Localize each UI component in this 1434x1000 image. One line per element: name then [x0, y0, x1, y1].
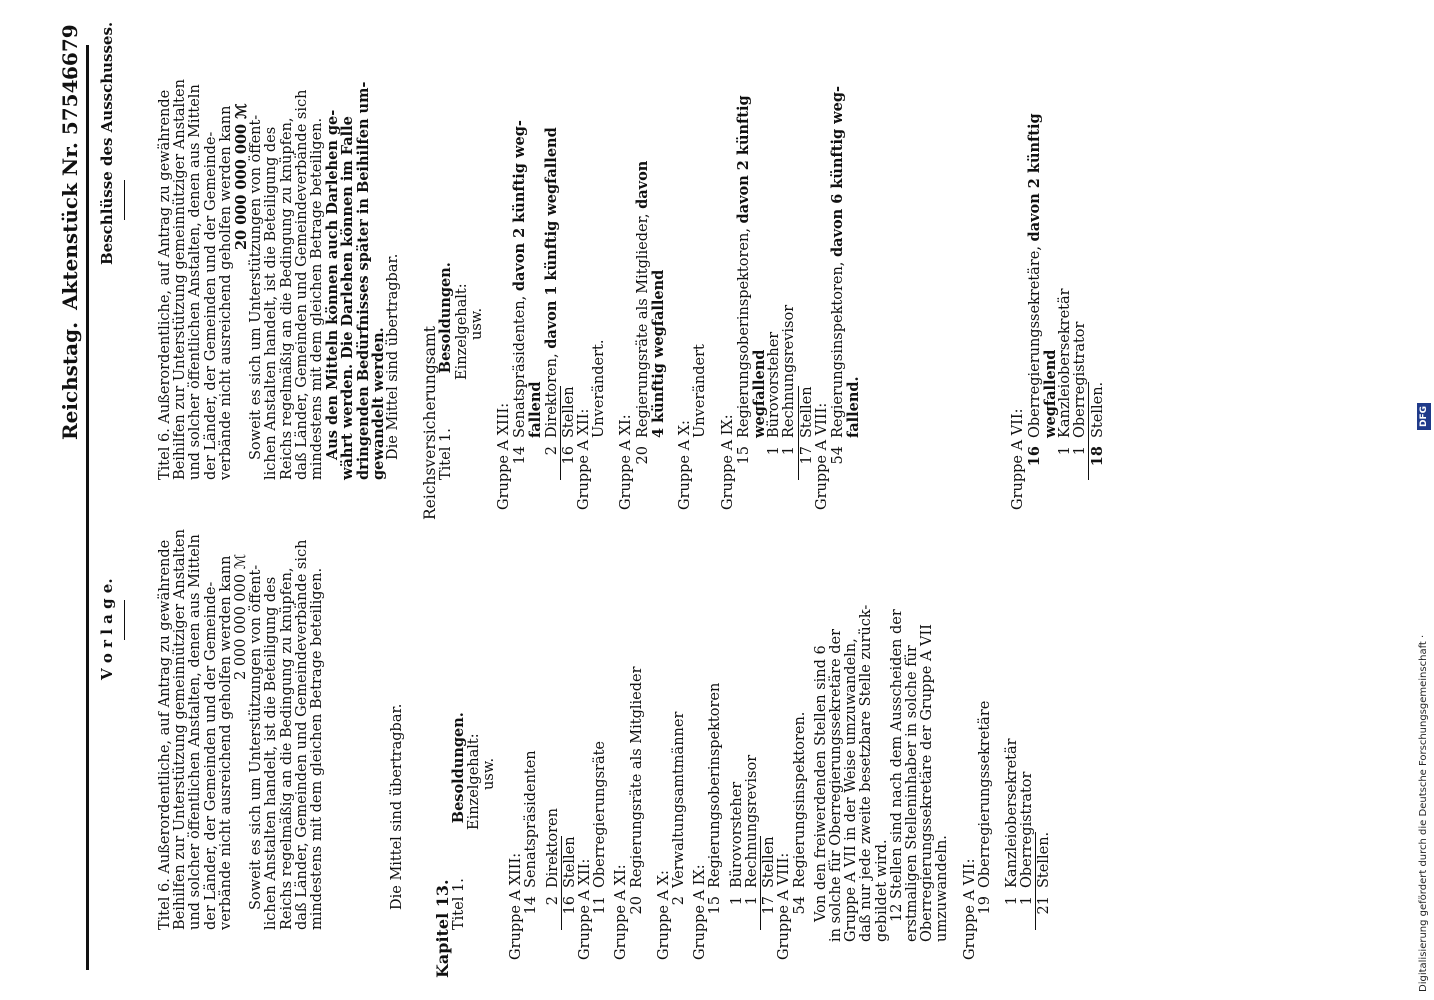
g10-label: Gruppe A X:	[677, 420, 694, 510]
row-title: Oberregierungssekretäre,	[1026, 241, 1043, 438]
total-count: 21	[1036, 896, 1053, 915]
note-line: daß nur jede zweite besetzbare Stelle zurück-	[858, 604, 875, 942]
row-title: Kanzleiobersekretär	[1056, 288, 1073, 438]
note-line: umzuwandeln.	[934, 835, 951, 942]
beschluesse-titel6-line: der Länder, der Gemeinden und der Gemeinde-	[202, 131, 219, 480]
row-title: Direktoren,	[543, 348, 560, 438]
note-line: Gruppe A VII in der Weise umzuwandeln,	[843, 638, 860, 942]
vorlage-group-label: Gruppe A XI:	[613, 864, 630, 960]
vorlage-soweit-line: Reichs regelmäßig an die Bedingung zu knüpfen,	[278, 567, 295, 930]
darlehen-line: währt werden. Die Darlehen können im Falle	[339, 116, 357, 480]
dfg-footer	[1416, 300, 1432, 1000]
g10-text: Unverändert	[692, 344, 709, 438]
vorlage-titel6-line: und solcher öffentlichen Anstalten, denen aus Mitteln	[187, 534, 204, 930]
vorlage-einzelgehalt: Einzelgehalt:	[465, 733, 482, 830]
row-note: davon 1 künftig wegfallend	[542, 127, 560, 349]
beschluesse-soweit-line: Soweit es sich um Unterstützungen von öffent-	[248, 114, 265, 460]
total-count: 18	[1089, 446, 1107, 467]
reichsversicherungsamt-heading: Reichsversicherungsamt	[421, 326, 440, 520]
g11-label: Gruppe A XI:	[618, 414, 635, 510]
vorlage-group-label: Gruppe A XIII:	[508, 852, 525, 960]
beschluesse-soweit-line: mindestens mit dem gleichen Betrage beteiligen.	[309, 117, 326, 480]
total-count: 16	[561, 896, 578, 915]
row-note: wegfallend	[750, 349, 768, 438]
total-label: Stellen.	[1036, 831, 1053, 888]
note-line: 12 Stellen sind nach dem Ausscheiden der	[888, 609, 905, 922]
vorlage-mittel: Die Mittel sind übertragbar.	[389, 703, 406, 910]
row-count: 1	[728, 896, 745, 906]
vorlage-heading-rule	[124, 600, 125, 640]
row-count: 1	[743, 896, 760, 906]
header-rule	[86, 45, 89, 970]
note-line: in solche für Oberregierungssekretäre der	[827, 628, 844, 942]
vorlage-group-label: Gruppe A X:	[655, 870, 672, 960]
beschluesse-titel6-line: und solcher öffentlichen Anstalten, denen aus Mitteln	[187, 84, 204, 480]
note-line: Oberregierungssekretäre der Gruppe A VII	[919, 624, 936, 942]
row-note: wegfallend	[1041, 349, 1059, 438]
row-title: Senatspräsidenten,	[512, 291, 529, 438]
vorlage-usw: usw.	[481, 757, 498, 790]
row-count: 2	[671, 896, 688, 906]
beschluesse-heading: Beschlüsse des Ausschusses.	[98, 21, 116, 265]
beschluesse-titel6-line: verbände nicht ausreichend geholfen werden kann	[217, 105, 234, 480]
row-count: 1	[1072, 446, 1089, 456]
page-number: 6679	[58, 24, 82, 80]
g13-label: Gruppe A XIII:	[496, 402, 513, 510]
row-title: Direktoren	[544, 808, 561, 888]
vorlage-titel6-line: Titel 6. Außerordentliche, auf Antrag zu gewährende	[157, 539, 173, 930]
row-title: Bürovorsteher	[766, 331, 783, 438]
vorlage-titel6-line: der Länder, der Gemeinden und der Gemeinde-	[202, 581, 219, 930]
row-title: Oberregistrator	[1019, 771, 1036, 888]
row-count: 16	[1025, 446, 1043, 467]
total-label: Stellen.	[1090, 381, 1107, 438]
vorlage-group-label: Gruppe A VII:	[961, 858, 978, 960]
vorlage-group-label: Gruppe A VIII:	[776, 852, 793, 960]
row-count: 1	[781, 446, 798, 456]
row-count: 11	[592, 896, 609, 915]
vorlage-column	[157, 529, 1053, 978]
beschluesse-besoldungen: Besoldungen.	[437, 262, 455, 374]
vorlage-titel6-line: Beihilfen zur Unterstützung gemeinnütziger Anstalten	[172, 529, 189, 930]
total-count: 17	[761, 896, 778, 915]
darlehen-line: gewandelt werden.	[369, 327, 387, 480]
row-count: 14	[523, 896, 540, 915]
row-title: Rechnungsrevisor	[743, 754, 760, 888]
row-title: Regierungsinspektoren.	[791, 711, 808, 888]
row-count: 1	[1019, 896, 1036, 906]
total-label: Stellen	[761, 836, 778, 888]
row-count: 2	[543, 446, 560, 456]
row-count: 15	[735, 446, 752, 465]
vorlage-titel6-line: verbände nicht ausreichend geholfen werden kann	[217, 555, 234, 930]
row-count: 1	[1056, 446, 1073, 456]
page-title: Aktenstück Nr. 5754.	[58, 72, 82, 310]
vorlage-soweit-line: lichen Anstalten handelt, ist die Beteiligung des	[263, 576, 280, 930]
row-title: Oberregierungsräte	[592, 740, 609, 888]
darlehen-line: Aus den Mitteln können auch Darlehen ge-	[324, 109, 342, 460]
row-title: Regierungsoberinspektoren,	[735, 223, 752, 438]
row-title: Bürovorsteher	[728, 781, 745, 888]
beschluesse-titel1: Titel 1.	[438, 428, 455, 480]
g8-label: Gruppe A VIII:	[813, 402, 830, 510]
row-note: fallend.	[845, 376, 863, 438]
g12-text: Unverändert.	[591, 339, 608, 438]
total-count: 16	[560, 446, 577, 465]
dfg-footer-text: Digitalisierung gefördert durch die Deutsche Forschungsgemeinschaft ·	[1418, 634, 1429, 992]
row-title: Regierungsoberinspektoren	[707, 682, 724, 888]
row-title: Oberregierungssekretäre	[976, 700, 993, 888]
row-count: 20	[628, 896, 645, 915]
beschluesse-einzelgehalt: Einzelgehalt:	[453, 283, 470, 380]
beschluesse-usw: usw.	[468, 307, 485, 340]
row-count: 19	[976, 896, 993, 915]
vorlage-soweit-line: daß Länder, Gemeinden und Gemeindeverbände sich	[293, 539, 310, 930]
row-count: 15	[707, 896, 724, 915]
beschluesse-soweit-line: lichen Anstalten handelt, ist die Beteiligung des	[263, 126, 280, 480]
vorlage-titel1: Titel 1.	[450, 878, 467, 930]
header-left: Reichstag.	[58, 321, 82, 440]
g12-label: Gruppe A XII:	[576, 408, 593, 510]
total-label: Stellen	[561, 836, 578, 888]
vorlage-besoldungen: Besoldungen.	[449, 712, 467, 824]
row-count: 2	[544, 896, 561, 906]
total-label: Stellen	[560, 386, 577, 438]
row-title: Verwaltungsamtmänner	[671, 711, 688, 888]
g7-label: Gruppe A VII:	[1010, 408, 1027, 510]
beschluesse-mittel: Die Mittel sind übertragbar.	[385, 253, 402, 460]
dfg-logo: DFG	[1417, 403, 1431, 430]
row-note: davon 2 künftig	[734, 95, 752, 224]
total-count: 17	[798, 446, 815, 465]
beschluesse-soweit-line: daß Länder, Gemeinden und Gemeindeverbände sich	[293, 89, 310, 480]
row-count: 20	[634, 446, 651, 465]
beschluesse-soweit-line: Reichs regelmäßig an die Bedingung zu knüpfen,	[278, 117, 295, 480]
row-count: 1	[1003, 896, 1020, 906]
row-note: fallend	[527, 381, 545, 438]
vorlage-soweit-line: Soweit es sich um Unterstützungen von öffent-	[248, 564, 265, 910]
row-title: Regierungsräte als Mitglieder,	[634, 208, 651, 438]
vorlage-heading: V o r l a g e.	[98, 578, 116, 680]
row-title: Regierungsinspektoren,	[829, 256, 846, 438]
beschluesse-amount: 20 000 000 000 ℳ	[233, 103, 251, 250]
beschluesse-column	[157, 79, 1107, 520]
row-count: 54	[791, 896, 808, 915]
g9-label: Gruppe A IX:	[719, 414, 736, 510]
note-line: gebildet wird.	[873, 839, 890, 942]
row-note: davon 2 künftig	[1025, 113, 1043, 242]
row-note: davon 2 künftig weg-	[511, 120, 529, 292]
beschluesse-titel6-line: Beihilfen zur Unterstützung gemeinnütziger Anstalten	[172, 79, 189, 480]
row-count: 14	[512, 446, 529, 465]
beschluesse-titel6-line: Titel 6. Außerordentliche, auf Antrag zu gewährende	[157, 89, 173, 480]
row-note: 4 künftig wegfallend	[649, 269, 667, 438]
row-note: davon	[633, 160, 651, 209]
row-count: 54	[829, 446, 846, 465]
row-title: Regierungsräte als Mitglieder	[628, 666, 645, 888]
row-note: davon 6 künftig weg-	[828, 85, 846, 257]
total-label: Stellen	[798, 386, 815, 438]
kapitel-heading: Kapitel 13.	[433, 879, 453, 978]
vorlage-group-label: Gruppe A XII:	[577, 858, 594, 960]
row-count: 1	[766, 446, 783, 456]
note-line: erstmaligen Stelleninhaber in solche für	[903, 645, 920, 942]
vorlage-amount: 2 000 000 000 ℳ	[233, 553, 250, 680]
darlehen-line: dringenden Bedürfnisses später in Beihilfen um-	[354, 81, 372, 480]
row-title: Oberregistrator	[1072, 321, 1089, 438]
row-title: Kanzleiobersekretär	[1003, 738, 1020, 888]
vorlage-group-label: Gruppe A IX:	[692, 864, 709, 960]
vorlage-soweit-line: mindestens mit dem gleichen Betrage beteiligen.	[309, 567, 326, 930]
beschluesse-heading-rule	[124, 180, 125, 220]
row-title: Senatspräsidenten	[523, 750, 540, 888]
note-line: Von den freiwerdenden Stellen sind 6	[812, 645, 829, 922]
row-title: Rechnungsrevisor	[781, 304, 798, 438]
